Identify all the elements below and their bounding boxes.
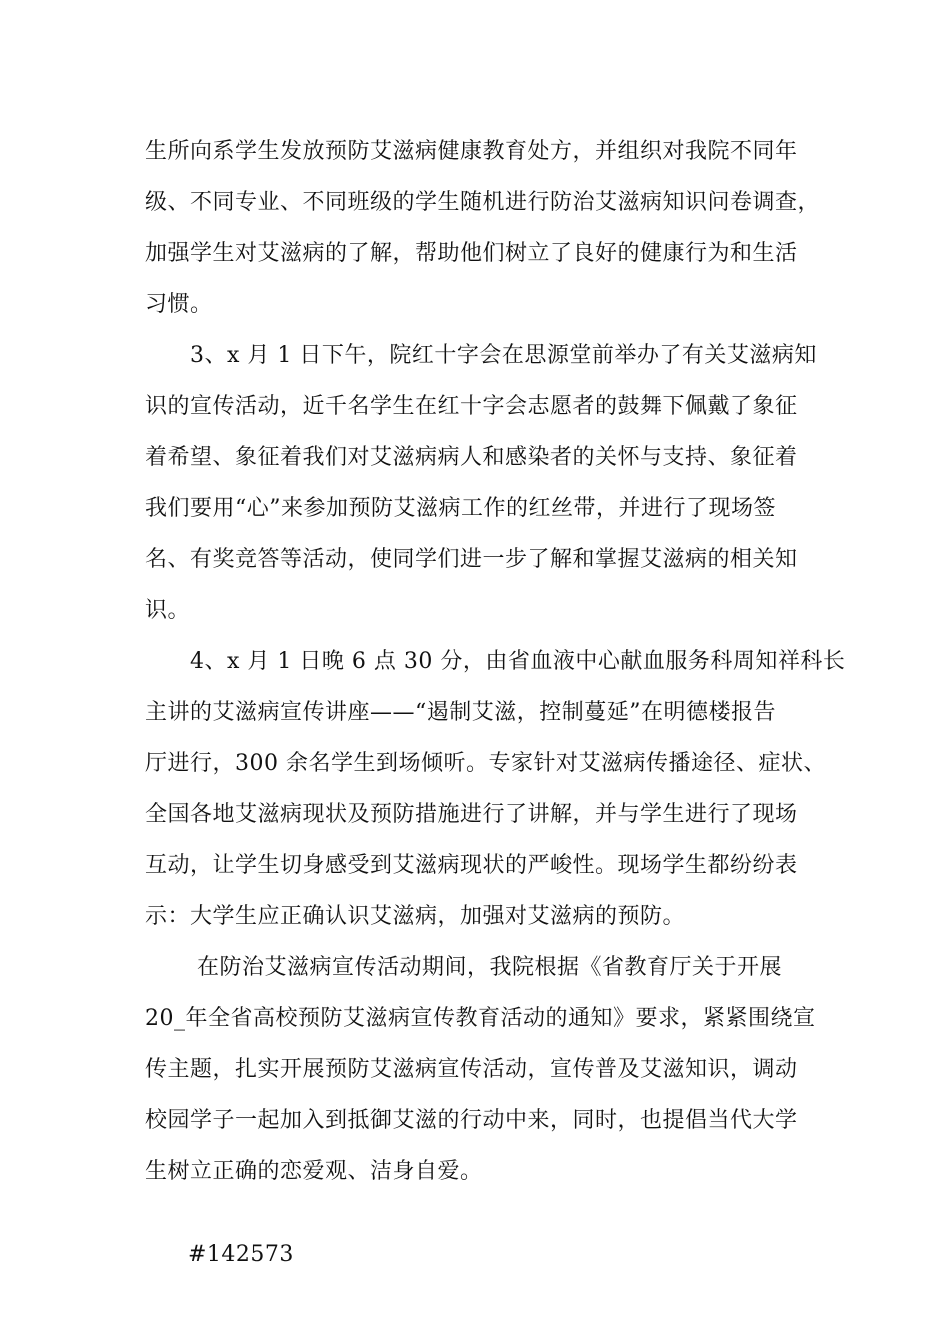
paragraph-1-line-1: 生所向系学生发放预防艾滋病健康教育处方，并组织对我院不同年 [145,139,798,164]
paragraph-4-line-3: 传主题，扎实开展预防艾滋病宣传活动，宣传普及艾滋知识，调动 [145,1057,798,1082]
paragraph-1-line-4: 习惯。 [145,292,213,317]
paragraph-1-line-3: 加强学生对艾滋病的了解，帮助他们树立了良好的健康行为和生活 [145,241,798,266]
paragraph-1-line-2: 级、不同专业、不同班级的学生随机进行防治艾滋病知识问卷调查， [145,190,821,215]
paragraph-2-line-3: 着希望、象征着我们对艾滋病病人和感染者的关怀与支持、象征着 [145,445,798,470]
paragraph-2-line-2: 识的宣传活动，近千名学生在红十字会志愿者的鼓舞下佩戴了象征 [145,394,798,419]
paragraph-3-line-3: 厅进行，300 余名学生到场倾听。专家针对艾滋病传播途径、症状、 [145,751,826,776]
paragraph-4-line-5: 生树立正确的恋爱观、洁身自爱。 [145,1159,483,1184]
paragraph-4-line-1: 在防治艾滋病宣传活动期间，我院根据《省教育厅关于开展 [197,955,783,980]
paragraph-3-line-1: 4、x 月 1 日晚 6 点 30 分，由省血液中心献血服务科周知祥科长 [190,649,846,674]
paragraph-2-line-6: 识。 [145,598,191,623]
paragraph-4-line-2: 20_年全省高校预防艾滋病宣传教育活动的通知》要求，紧紧围绕宣 [145,1006,816,1031]
paragraph-3-line-4: 全国各地艾滋病现状及预防措施进行了讲解，并与学生进行了现场 [145,802,798,827]
document-id: #142573 [188,1242,294,1267]
paragraph-4-line-4: 校园学子一起加入到抵御艾滋的行动中来，同时，也提倡当代大学 [145,1108,798,1133]
paragraph-2-line-5: 名、有奖竞答等活动，使同学们进一步了解和掌握艾滋病的相关知 [145,547,798,572]
paragraph-2-line-1: 3、x 月 1 日下午，院红十字会在思源堂前举办了有关艾滋病知 [190,343,817,368]
paragraph-3-line-5: 互动，让学生切身感受到艾滋病现状的严峻性。现场学生都纷纷表 [145,853,798,878]
paragraph-3-line-2: 主讲的艾滋病宣传讲座——“遏制艾滋，控制蔓延”在明德楼报告 [145,700,776,725]
paragraph-3-line-6: 示：大学生应正确认识艾滋病，加强对艾滋病的预防。 [145,904,686,929]
paragraph-2-line-4: 我们要用“心”来参加预防艾滋病工作的红丝带，并进行了现场签 [145,496,776,521]
document-body [145,126,846,1280]
